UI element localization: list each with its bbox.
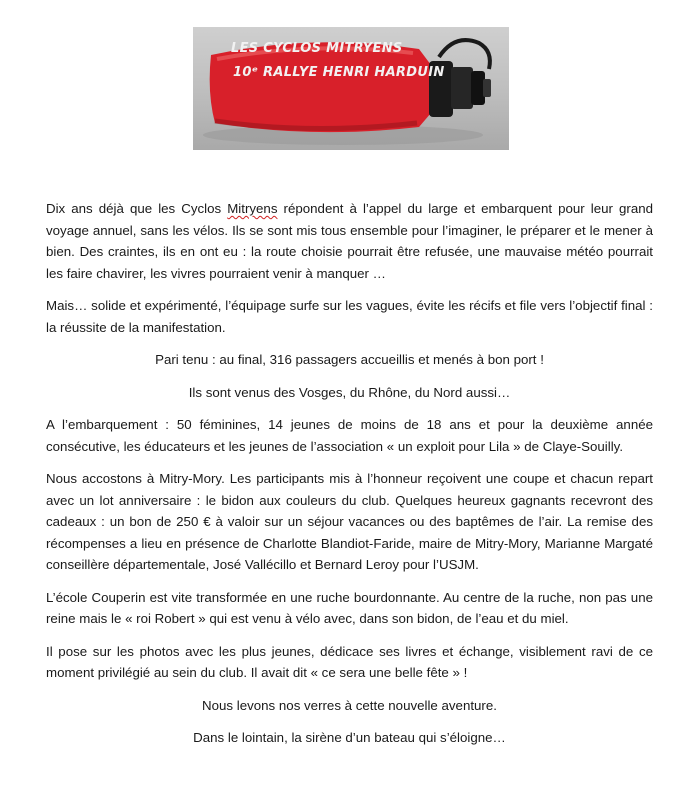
bottle-text-rallye: 10ᵉ RALLYE HENRI HARDUIN [233, 65, 445, 80]
spellcheck-word: Mitryens [227, 201, 278, 216]
bottle-photo [193, 27, 509, 150]
paragraph: A l’embarquement : 50 féminines, 14 jeunes de moins de 18 ans et pour la deuxième année consécutive, les éducateurs et les jeunes de l’association « un exploit pour Lila » de Claye-Souilly. [46, 417, 653, 454]
paragraph: Nous accostons à Mitry-Mory. Les participants mis à l’honneur reçoivent une coupe et chacun repart avec un lot anniversaire : le bidon aux couleurs du club. Quelques heureux gagnants recevront des cadeaux : un bon de 250 € à valoir sur un séjour vacances ou des baptêmes de l’air. La remise des récompenses a lieu en présence de Charlotte Blandiot-Faride, maire de Mitry-Mory, Marianne Margaté conseillère départementale, José Vallécillo et Bernard Leroy pour l’USJM. [46, 471, 653, 572]
paragraph: Mais… solide et expérimenté, l’équipage surfe sur les vagues, évite les récifs et file vers l’objectif final : la réussite de la manifestation. [46, 298, 653, 335]
paragraph: Ils sont venus des Vosges, du Rhône, du Nord aussi… [188, 384, 511, 400]
paragraph: L’école Couperin est vite transformée en une ruche bourdonnante. Au centre de la ruche, non pas une reine mais le « roi Robert » qui est venu à vélo avec, dans son bidon, de l’eau et du miel. [46, 589, 653, 626]
paragraph: Dans le lointain, la sirène d’un bateau qui s’éloigne… [193, 730, 506, 745]
paragraph: Il pose sur les photos avec les plus jeunes, dédicace ses livres et échange, visiblement ravi de ce moment privilégié au sein du club. Il avait dit « ce sera une belle fête » ! [46, 643, 653, 680]
article-body [46, 198, 653, 760]
paragraph: Dix ans déjà que les Cyclos Mitryens répondent à l’appel du large et embarquent pour leur grand voyage annuel, sans les vélos. Ils se sont mis tous ensemble pour l’imaginer, le préparer et le mener à bien. Des craintes, ils en ont eu : la route choisie pourrait être refusée, une mauvaise météo pourrait les faire chavirer, les vivres pourraient venir à manquer … [46, 201, 654, 281]
bottle-text-club: LES CYCLOS MITRYENS [231, 41, 403, 56]
paragraph: Pari tenu : au final, 316 passagers accueillis et menés à bon port ! [155, 352, 544, 367]
paragraph: Nous levons nos verres à cette nouvelle aventure. [202, 697, 497, 713]
